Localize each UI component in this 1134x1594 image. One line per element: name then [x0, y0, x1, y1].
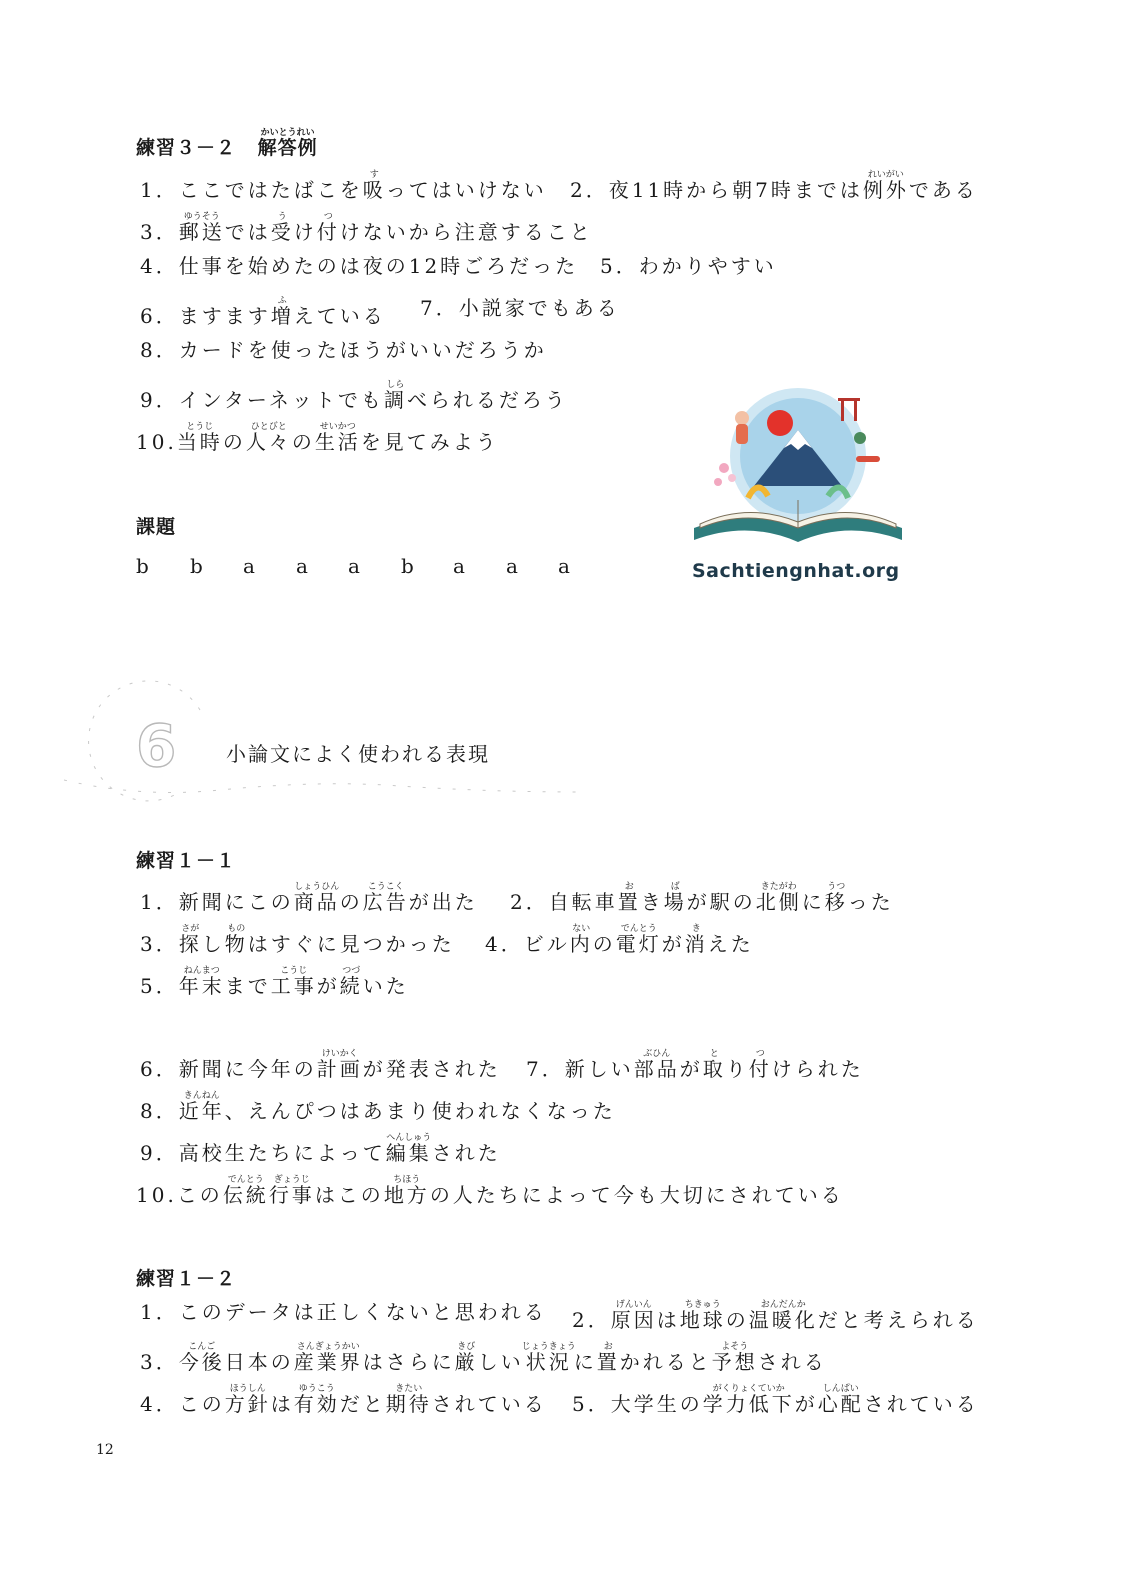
answer-line: 7．小説家でもある [420, 296, 620, 320]
furigana-word: 厳きび [454, 1342, 478, 1374]
text-segment: はすぐに見つかった [247, 932, 455, 956]
text-segment: この [176, 1183, 223, 1207]
text-segment: されている [431, 1392, 547, 1416]
text-segment: この [178, 1392, 225, 1416]
furigana-word: 例外れいがい [862, 170, 909, 202]
text-segment: に [801, 890, 825, 914]
text-segment: だと考えられる [817, 1308, 979, 1332]
text-segment: である [908, 178, 978, 202]
fuji-book-illustration [688, 378, 908, 558]
answer-line: 10.この伝統でんとう行事ぎょうじはこの地方ちほうの人たちによって今も大切にされている [136, 1175, 844, 1207]
section-3-2-heading [136, 128, 318, 160]
furigana-word: 行事ぎょうじ [268, 1175, 315, 1207]
text-segment: された [431, 1141, 501, 1165]
furigana-word: 続つづ [339, 966, 363, 998]
furigana-word: 伝統でんとう [222, 1175, 269, 1207]
section-1-2-heading: 練習１－２ [136, 1268, 237, 1290]
logo-text: Sachtiengnhat.org [692, 560, 900, 582]
furigana-word: 置お [617, 882, 641, 914]
furigana-word: 予想よそう [711, 1342, 758, 1374]
task-answer: a [348, 554, 360, 578]
text-segment: き [640, 890, 664, 914]
text-segment: し [201, 932, 225, 956]
text-segment: り [725, 1057, 749, 1081]
furigana-word: 付つ [748, 1049, 772, 1081]
answer-line: 4．この方針ほうしんは有効ゆうこうだと期待きたいされている [140, 1384, 547, 1416]
answer-line: 6．新聞に今年の計画けいかくが発表された [140, 1049, 501, 1081]
text-segment: ここではたばこを [178, 178, 363, 202]
text-segment: を見てみよう [360, 430, 499, 454]
furigana-word: 当時とうじ [176, 422, 223, 454]
answer-line: 5．大学生の学力低下がくりょくていかが心配しんぱいされている [572, 1384, 979, 1416]
furigana-word: 商品しょうひん [293, 882, 340, 914]
furigana-word: 年末ねんまつ [178, 966, 225, 998]
text-segment: ってはいけない [385, 178, 547, 202]
text-segment: けられた [771, 1057, 864, 1081]
text-segment: まで [224, 974, 271, 998]
answer-line: 2．夜11時から朝7時までは例外れいがいである [570, 170, 978, 202]
text-segment: このデータは正しくないと思われる [178, 1300, 547, 1324]
text-segment: け [293, 220, 317, 244]
answer-line: 3．探さがし物ものはすぐに見つかった [140, 924, 455, 956]
text-segment: が [679, 1057, 703, 1081]
task-heading: 課題 [136, 516, 177, 538]
task-answer: a [558, 554, 570, 578]
furigana-word: 原因げんいん [610, 1300, 657, 1332]
text-segment: かれると [619, 1350, 712, 1374]
text-segment: が [316, 974, 340, 998]
furigana-word: 場ば [663, 882, 687, 914]
answer-line: 8．近年きんねん、えんぴつはあまり使われなくなった [140, 1091, 616, 1123]
furigana-word: 消き [684, 924, 708, 956]
page-number: 12 [96, 1442, 114, 1458]
text-segment: しい [477, 1350, 524, 1374]
site-logo [688, 378, 908, 593]
text-segment: インターネットでも [178, 388, 384, 412]
answer-line: 8．カードを使ったほうがいいだろうか [140, 338, 547, 362]
text-segment: は [270, 1392, 294, 1416]
text-segment: いた [362, 974, 409, 998]
text-segment: 新しい [564, 1057, 634, 1081]
task-answers [0, 554, 700, 584]
text-segment: の [725, 1308, 749, 1332]
furigana-word: 付つ [316, 212, 340, 244]
task-answer: a [296, 554, 308, 578]
text-segment: されている [863, 1392, 979, 1416]
text-segment: が [661, 932, 685, 956]
answer-line: 2．原因げんいんは地球ちきゅうの温暖化おんだんかだと考えられる [572, 1300, 979, 1332]
furigana-word: 取と [702, 1049, 726, 1081]
answer-line: 1．ここではたばこを吸すってはいけない [140, 170, 547, 202]
furigana-word: 受う [270, 212, 294, 244]
answer-line: 4．ビル内ないの電灯でんとうが消きえた [485, 924, 754, 956]
task-answer: b [401, 554, 414, 578]
furigana-word: 調しら [383, 380, 407, 412]
furigana-word: 北側きたがわ [755, 882, 802, 914]
furigana-word: 産業界さんぎょうかい [293, 1342, 363, 1374]
text-segment: ますます [178, 304, 271, 328]
text-segment: が出た [408, 890, 478, 914]
furigana-word: 地方ちほう [383, 1175, 430, 1207]
text-segment: の [592, 932, 616, 956]
section-label: 練習３－２ [136, 137, 237, 159]
text-segment: 大学生の [610, 1392, 703, 1416]
text-segment: えている [293, 304, 386, 328]
furigana-word: 今後こんご [178, 1342, 225, 1374]
furigana-word: 状況じょうきょう [521, 1342, 576, 1374]
text-segment: の [222, 430, 246, 454]
text-segment: はこの [314, 1183, 384, 1207]
furigana-word: 広告こうこく [362, 882, 409, 914]
text-segment: はさらに [362, 1350, 455, 1374]
text-segment: が駅の [686, 890, 756, 914]
furigana-word: 生活せいかつ [314, 422, 361, 454]
furigana-word: 計画けいかく [316, 1049, 363, 1081]
answer-line: 9．インターネットでも調しらべられるだろう [140, 380, 568, 412]
text-segment: けないから注意すること [339, 220, 593, 244]
furigana-word: 物もの [224, 924, 248, 956]
answer-line: 9．高校生たちによって編集へんしゅうされた [140, 1133, 501, 1165]
text-segment: に [573, 1350, 597, 1374]
task-answer: b [136, 554, 149, 578]
furigana-word: 部品ぶひん [633, 1049, 680, 1081]
furigana-word: 工事こうじ [270, 966, 317, 998]
furigana-word: 移うつ [824, 882, 848, 914]
furigana-word: 学力低下がくりょくていか [702, 1384, 795, 1416]
answer-line: 5．年末ねんまつまで工事こうじが続つづいた [140, 966, 409, 998]
furigana-word: 心配しんぱい [817, 1384, 864, 1416]
furigana-word: 温暖化おんだんか [748, 1300, 818, 1332]
text-segment: の人たちによって今も大切にされている [429, 1183, 844, 1207]
furigana-word: 内ない [569, 924, 593, 956]
answer-line: 1．このデータは正しくないと思われる [140, 1300, 547, 1324]
text-segment: される [757, 1350, 827, 1374]
answer-line: 3．今後こんご日本の産業界さんぎょうかいはさらに厳きびしい状況じょうきょうに置おかれると予想よそうされる [140, 1342, 827, 1374]
furigana-word: 置お [596, 1342, 620, 1374]
furigana-word: 編集へんしゅう [385, 1133, 432, 1165]
answer-line: 4．仕事を始めたのは夜の12時ごろだった [140, 254, 579, 278]
text-segment: が [794, 1392, 818, 1416]
section-title: 解答例かいとうれい [257, 128, 318, 159]
answer-line: 7．新しい部品ぶひんが取とり付つけられた [526, 1049, 864, 1081]
text-segment: べられるだろう [406, 388, 568, 412]
text-segment: 自転車 [548, 890, 618, 914]
answer-line: 2．自転車置おき場ばが駅の北側きたがわに移うつった [510, 882, 894, 914]
text-segment: 新聞に今年の [178, 1057, 317, 1081]
furigana-word: 方針ほうしん [224, 1384, 271, 1416]
furigana-word: 増ふ [270, 296, 294, 328]
text-segment: 夜11時から朝7時までは [608, 178, 863, 202]
answer-line: 6．ますます増ふえている [140, 296, 386, 328]
text-segment: った [847, 890, 894, 914]
answer-line: 1．新聞にこの商品しょうひんの広告こうこくが出た [140, 882, 478, 914]
text-segment: カードを使ったほうがいいだろうか [178, 338, 547, 362]
text-segment: 、えんぴつはあまり使われなくなった [224, 1099, 616, 1123]
text-segment: えた [707, 932, 754, 956]
chapter-title: 小論文によく使われる表現 [226, 742, 490, 766]
furigana-word: 有効ゆうこう [293, 1384, 340, 1416]
furigana-word: 郵送ゆうそう [178, 212, 225, 244]
text-segment: 高校生たちによって [178, 1141, 386, 1165]
task-answer: a [506, 554, 518, 578]
furigana-word: 吸す [362, 170, 386, 202]
text-segment: 新聞にこの [178, 890, 294, 914]
furigana-word: 探さが [178, 924, 202, 956]
text-segment: だと [339, 1392, 386, 1416]
furigana-word: 期待きたい [385, 1384, 432, 1416]
section-1-1-heading: 練習１－１ [136, 850, 237, 872]
text-segment: の [291, 430, 315, 454]
text-segment: 日本の [224, 1350, 294, 1374]
text-segment: 小説家でもある [458, 296, 620, 320]
task-answer: a [243, 554, 255, 578]
answer-line: 10.当時とうじの人々ひとびとの生活せいかつを見てみよう [136, 422, 499, 454]
answer-line: 5．わかりやすい [600, 254, 777, 278]
text-segment: は [656, 1308, 680, 1332]
chapter-number: 6 [136, 712, 177, 780]
furigana-word: 地球ちきゅう [679, 1300, 726, 1332]
task-answer: b [190, 554, 203, 578]
furigana-word: 電灯でんとう [615, 924, 662, 956]
text-segment: が発表された [362, 1057, 501, 1081]
text-segment: わかりやすい [638, 254, 777, 278]
task-answer: a [453, 554, 465, 578]
text-segment: 仕事を始めたのは夜の12時ごろだった [178, 254, 579, 278]
text-segment: では [224, 220, 271, 244]
chapter-header [60, 680, 600, 810]
furigana-word: 人々ひとびと [245, 422, 292, 454]
text-segment: ビル [523, 932, 570, 956]
text-segment: の [339, 890, 363, 914]
furigana-word: 近年きんねん [178, 1091, 225, 1123]
answer-line: 3．郵送ゆうそうでは受うけ付つけないから注意すること [140, 212, 593, 244]
